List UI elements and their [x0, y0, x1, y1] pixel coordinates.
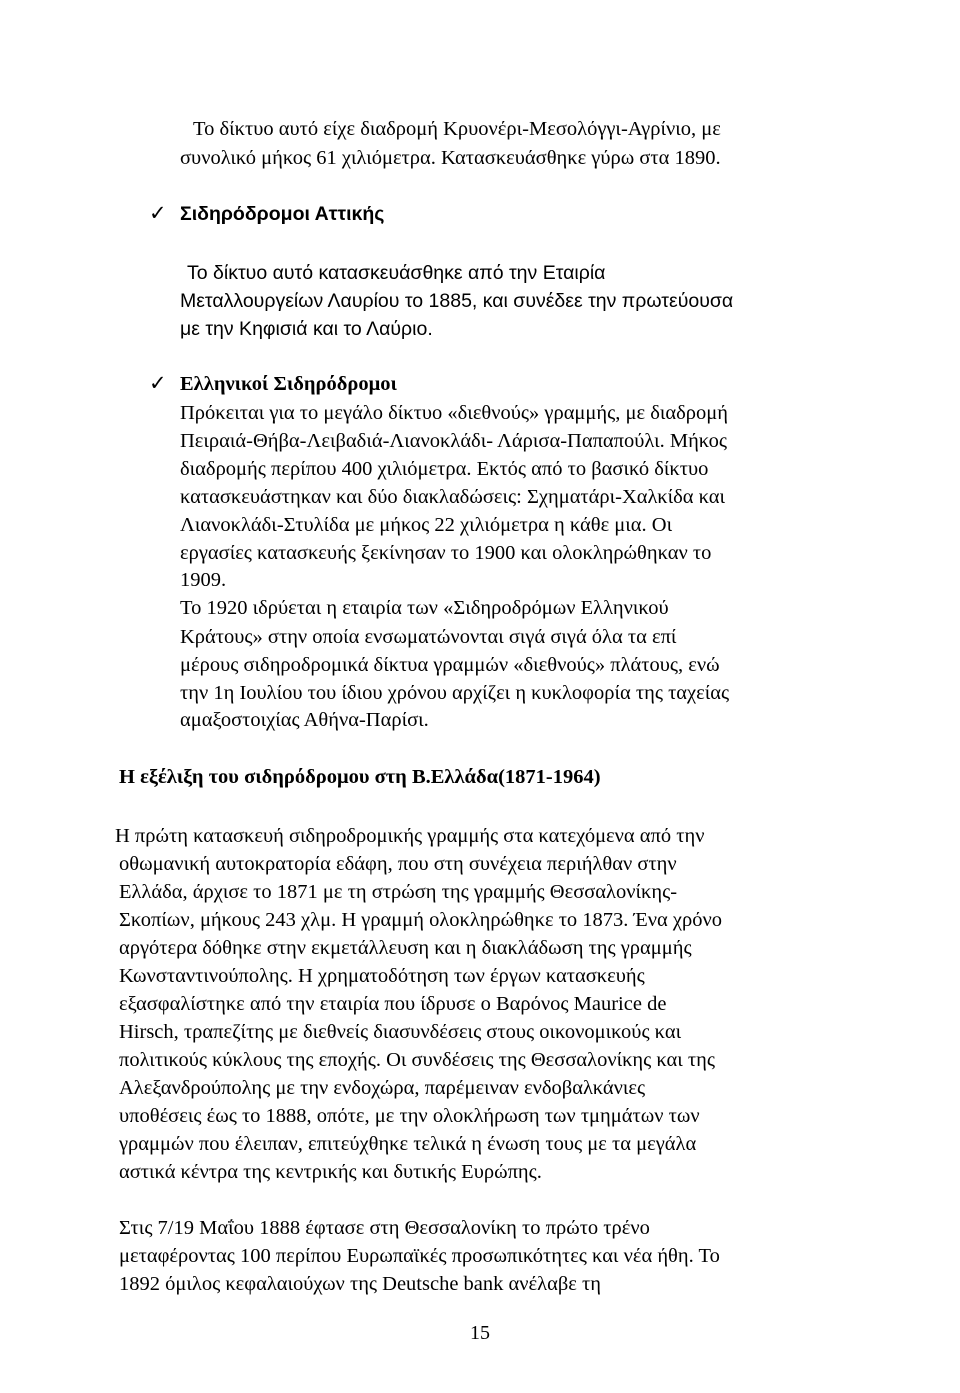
- text-line: 1892 όμιλος κεφαλαιούχων της Deutsche bank ανέλαβε τη: [119, 1273, 601, 1295]
- text-line: Αλεξανδρούπολης με την ενδοχώρα, παρέμειναν ενδοβαλκάνιες: [119, 1077, 646, 1099]
- text-line: πολιτικούς κύκλους της εποχής. Οι συνδέσεις της Θεσσαλονίκης και της: [119, 1049, 716, 1071]
- text-line: Λιανοκλάδι-Στυλίδα με μήκος 22 χιλιόμετρα η κάθε μια. Οι: [180, 514, 673, 536]
- section-heading: Η εξέλιξη του σιδηρόδρομου στη Β.Ελλάδα(1871-1964): [119, 766, 601, 788]
- text-line: Πρόκειται για το μεγάλο δίκτυο «διεθνούς» γραμμής, με διαδρομή: [180, 402, 728, 424]
- text-line: συνολικό μήκος 61 χιλιόμετρα. Κατασκευάσθηκε γύρω στα 1890.: [180, 147, 721, 169]
- text-line: με την Κηφισιά και το Λαύριο.: [180, 318, 433, 340]
- checkmark-icon: ✓: [149, 371, 167, 395]
- text-line: εξασφαλίστηκε από την εταιρία που ίδρυσε ο Βαρόνος Maurice de: [119, 993, 667, 1015]
- text-line: Σκοπίων, μήκους 243 χλμ. Η γραμμή ολοκληρώθηκε το 1873. Ένα χρόνο: [119, 909, 723, 931]
- text-line: Το 1920 ιδρύεται η εταιρία των «Σιδηροδρόμων Ελληνικού: [180, 597, 669, 619]
- text-line: μέρους σιδηροδρομικά δίκτυα γραμμών «διεθνούς» πλάτους, ενώ: [180, 654, 720, 676]
- text-line: διαδρομής περίπου 400 χιλιόμετρα. Εκτός από το βασικό δίκτυο: [180, 458, 709, 480]
- text-line: οθωμανική αυτοκρατορία εδάφη, που στη συνέχεια περιήλθαν στην: [119, 853, 677, 875]
- page-number: 15: [470, 1322, 490, 1344]
- text-line: Η πρώτη κατασκευή σιδηροδρομικής γραμμής στα κατεχόμενα από την: [115, 825, 705, 847]
- text-line: Κωνσταντινούπολης. Η χρηματοδότηση των έργων κατασκευής: [119, 965, 645, 987]
- text-line: γραμμών που έλειπαν, επιτεύχθηκε τελικά η ένωση τους με τα μεγάλα: [119, 1133, 697, 1155]
- text-line: Ελλάδα, άρχισε το 1871 με τη στρώση της γραμμής Θεσσαλονίκης-: [119, 881, 678, 903]
- text-line: Το δίκτυο αυτό κατασκευάσθηκε από την Εταιρία: [187, 262, 606, 284]
- text-line: Hirsch, τραπεζίτης με διεθνείς διασυνδέσεις στους οικονομικούς και: [119, 1021, 682, 1043]
- section-title: Ελληνικοί Σιδηρόδρομοι: [180, 373, 397, 395]
- text-line: αμαξοστοιχίας Αθήνα-Παρίσι.: [180, 709, 429, 731]
- text-line: Μεταλλουργείων Λαυρίου το 1885, και συνέδεε την πρωτεύουσα: [180, 290, 734, 312]
- checkmark-icon: ✓: [149, 201, 167, 225]
- text-line: την 1η Ιουλίου του ίδιου χρόνου αρχίζει η κυκλοφορία της ταχείας: [180, 682, 730, 704]
- text-line: Πειραιά-Θήβα-Λειβαδιά-Λιανοκλάδι- Λάρισα-Παπαπούλι. Μήκος: [180, 430, 728, 452]
- text-line: αστικά κέντρα της κεντρικής και δυτικής Ευρώπης.: [119, 1161, 542, 1183]
- text-line: μεταφέροντας 100 περίπου Ευρωπαϊκές προσωπικότητες και νέα ήθη. Το: [119, 1245, 720, 1267]
- text-line: 1909.: [180, 569, 227, 591]
- text-line: κατασκευάστηκαν και δύο διακλαδώσεις: Σχηματάρι-Χαλκίδα και: [180, 486, 726, 508]
- text-line: Το δίκτυο αυτό είχε διαδρομή Κρυονέρι-Μεσολόγγι-Αγρίνιο, με: [193, 118, 721, 140]
- text-line: αργότερα δόθηκε στην εκμετάλλευση και η διακλάδωση της γραμμής: [119, 937, 692, 959]
- section-title: Σιδηρόδρομοι Αττικής: [180, 203, 385, 225]
- text-line: εργασίες κατασκευής ξεκίνησαν το 1900 και ολοκληρώθηκαν το: [180, 542, 712, 564]
- text-line: υποθέσεις έως το 1888, οπότε, με την ολοκλήρωση των τμημάτων των: [119, 1105, 700, 1127]
- text-line: Κράτους» στην οποία ενσωματώνονται σιγά σιγά όλα τα επί: [180, 626, 677, 648]
- text-line: Στις 7/19 Μαΐου 1888 έφτασε στη Θεσσαλονίκη το πρώτο τρένο: [119, 1217, 650, 1239]
